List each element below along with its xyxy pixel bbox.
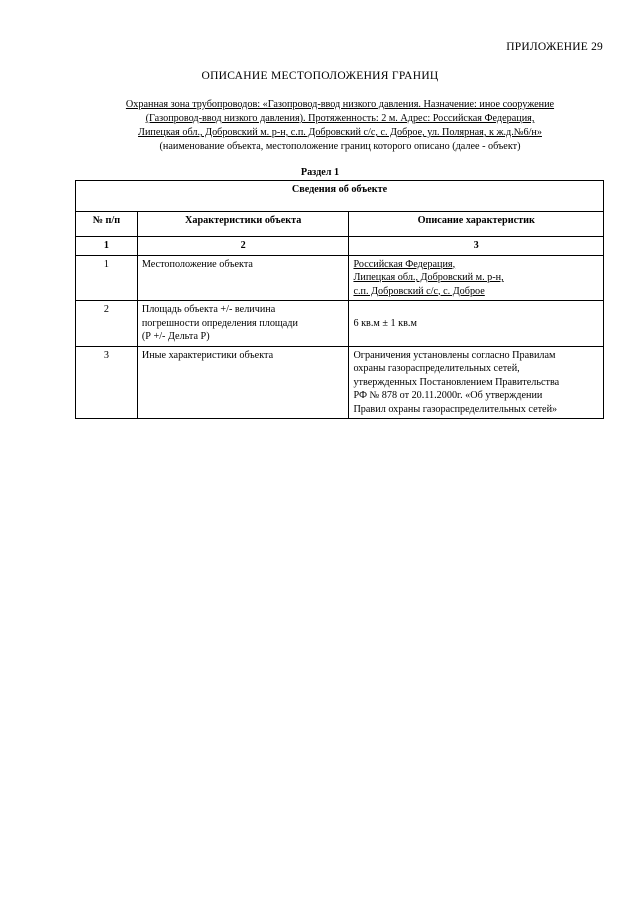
row-description: 6 кв.м ± 1 кв.м	[349, 301, 604, 347]
object-description-line-2: (Газопровод-ввод низкого давления). Протяженность: 2 м. Адрес: Российская Федерация,	[145, 113, 535, 124]
table-row	[76, 346, 604, 419]
column-number-3: 3	[349, 237, 604, 256]
description-line: Липецкая обл., Добровский м. р-н,	[353, 272, 504, 283]
column-number-2: 2	[137, 237, 349, 256]
row-number: 2	[76, 301, 138, 347]
document-title: ОПИСАНИЕ МЕСТОПОЛОЖЕНИЯ ГРАНИЦ	[201, 70, 439, 82]
characteristic-line: Площадь объекта +/- величина	[141, 304, 276, 315]
row-characteristic: Иные характеристики объекта	[137, 346, 349, 419]
object-description-line-1: Охранная зона трубопроводов: «Газопровод-ввод низкого давления. Назначение: иное сооружение	[125, 99, 555, 110]
description-line: с.п. Добровский с/с, с. Доброе	[353, 285, 485, 297]
object-description-line-3: Липецкая обл., Добровский м. р-н, с.п. Добровский с/с, с. Доброе, ул. Полярная, к ж.д.№6/н»	[138, 127, 542, 138]
description-line: охраны газораспределительных сетей,	[353, 363, 520, 374]
table-row	[76, 255, 604, 301]
row-description	[349, 255, 604, 301]
description-line: РФ № 878 от 20.11.2000г. «Об утверждении	[353, 390, 543, 401]
row-number: 1	[76, 255, 138, 301]
appendix-label: ПРИЛОЖЕНИЕ 29	[506, 41, 603, 53]
description-line: Ограничения установлены согласно Правилам	[353, 349, 556, 361]
row-description	[349, 346, 604, 419]
characteristic-line: (Р +/- Дельта Р)	[141, 331, 210, 342]
description-line: Российская Федерация,	[353, 258, 456, 270]
row-number: 3	[76, 346, 138, 419]
table-row	[76, 301, 604, 347]
characteristic-line: погрешности определения площади	[141, 317, 298, 329]
object-description	[77, 98, 603, 154]
column-number-1: 1	[76, 237, 138, 256]
section-title: Раздел 1	[300, 167, 340, 178]
description-line: утвержденных Постановлением Правительства	[353, 376, 560, 388]
object-info-table	[75, 180, 604, 419]
row-characteristic: Местоположение объекта	[137, 255, 349, 301]
row-characteristic	[137, 301, 349, 347]
header-number: № п/п	[76, 212, 138, 237]
header-characteristic: Характеристики объекта	[137, 212, 349, 237]
description-line: Правил охраны газораспределительных сетей»	[353, 403, 558, 415]
object-description-caption: (наименование объекта, местоположение границ которого описано (далее - объект)	[159, 141, 521, 152]
table-caption: Сведения об объекте	[76, 181, 604, 212]
header-description: Описание характеристик	[349, 212, 604, 237]
